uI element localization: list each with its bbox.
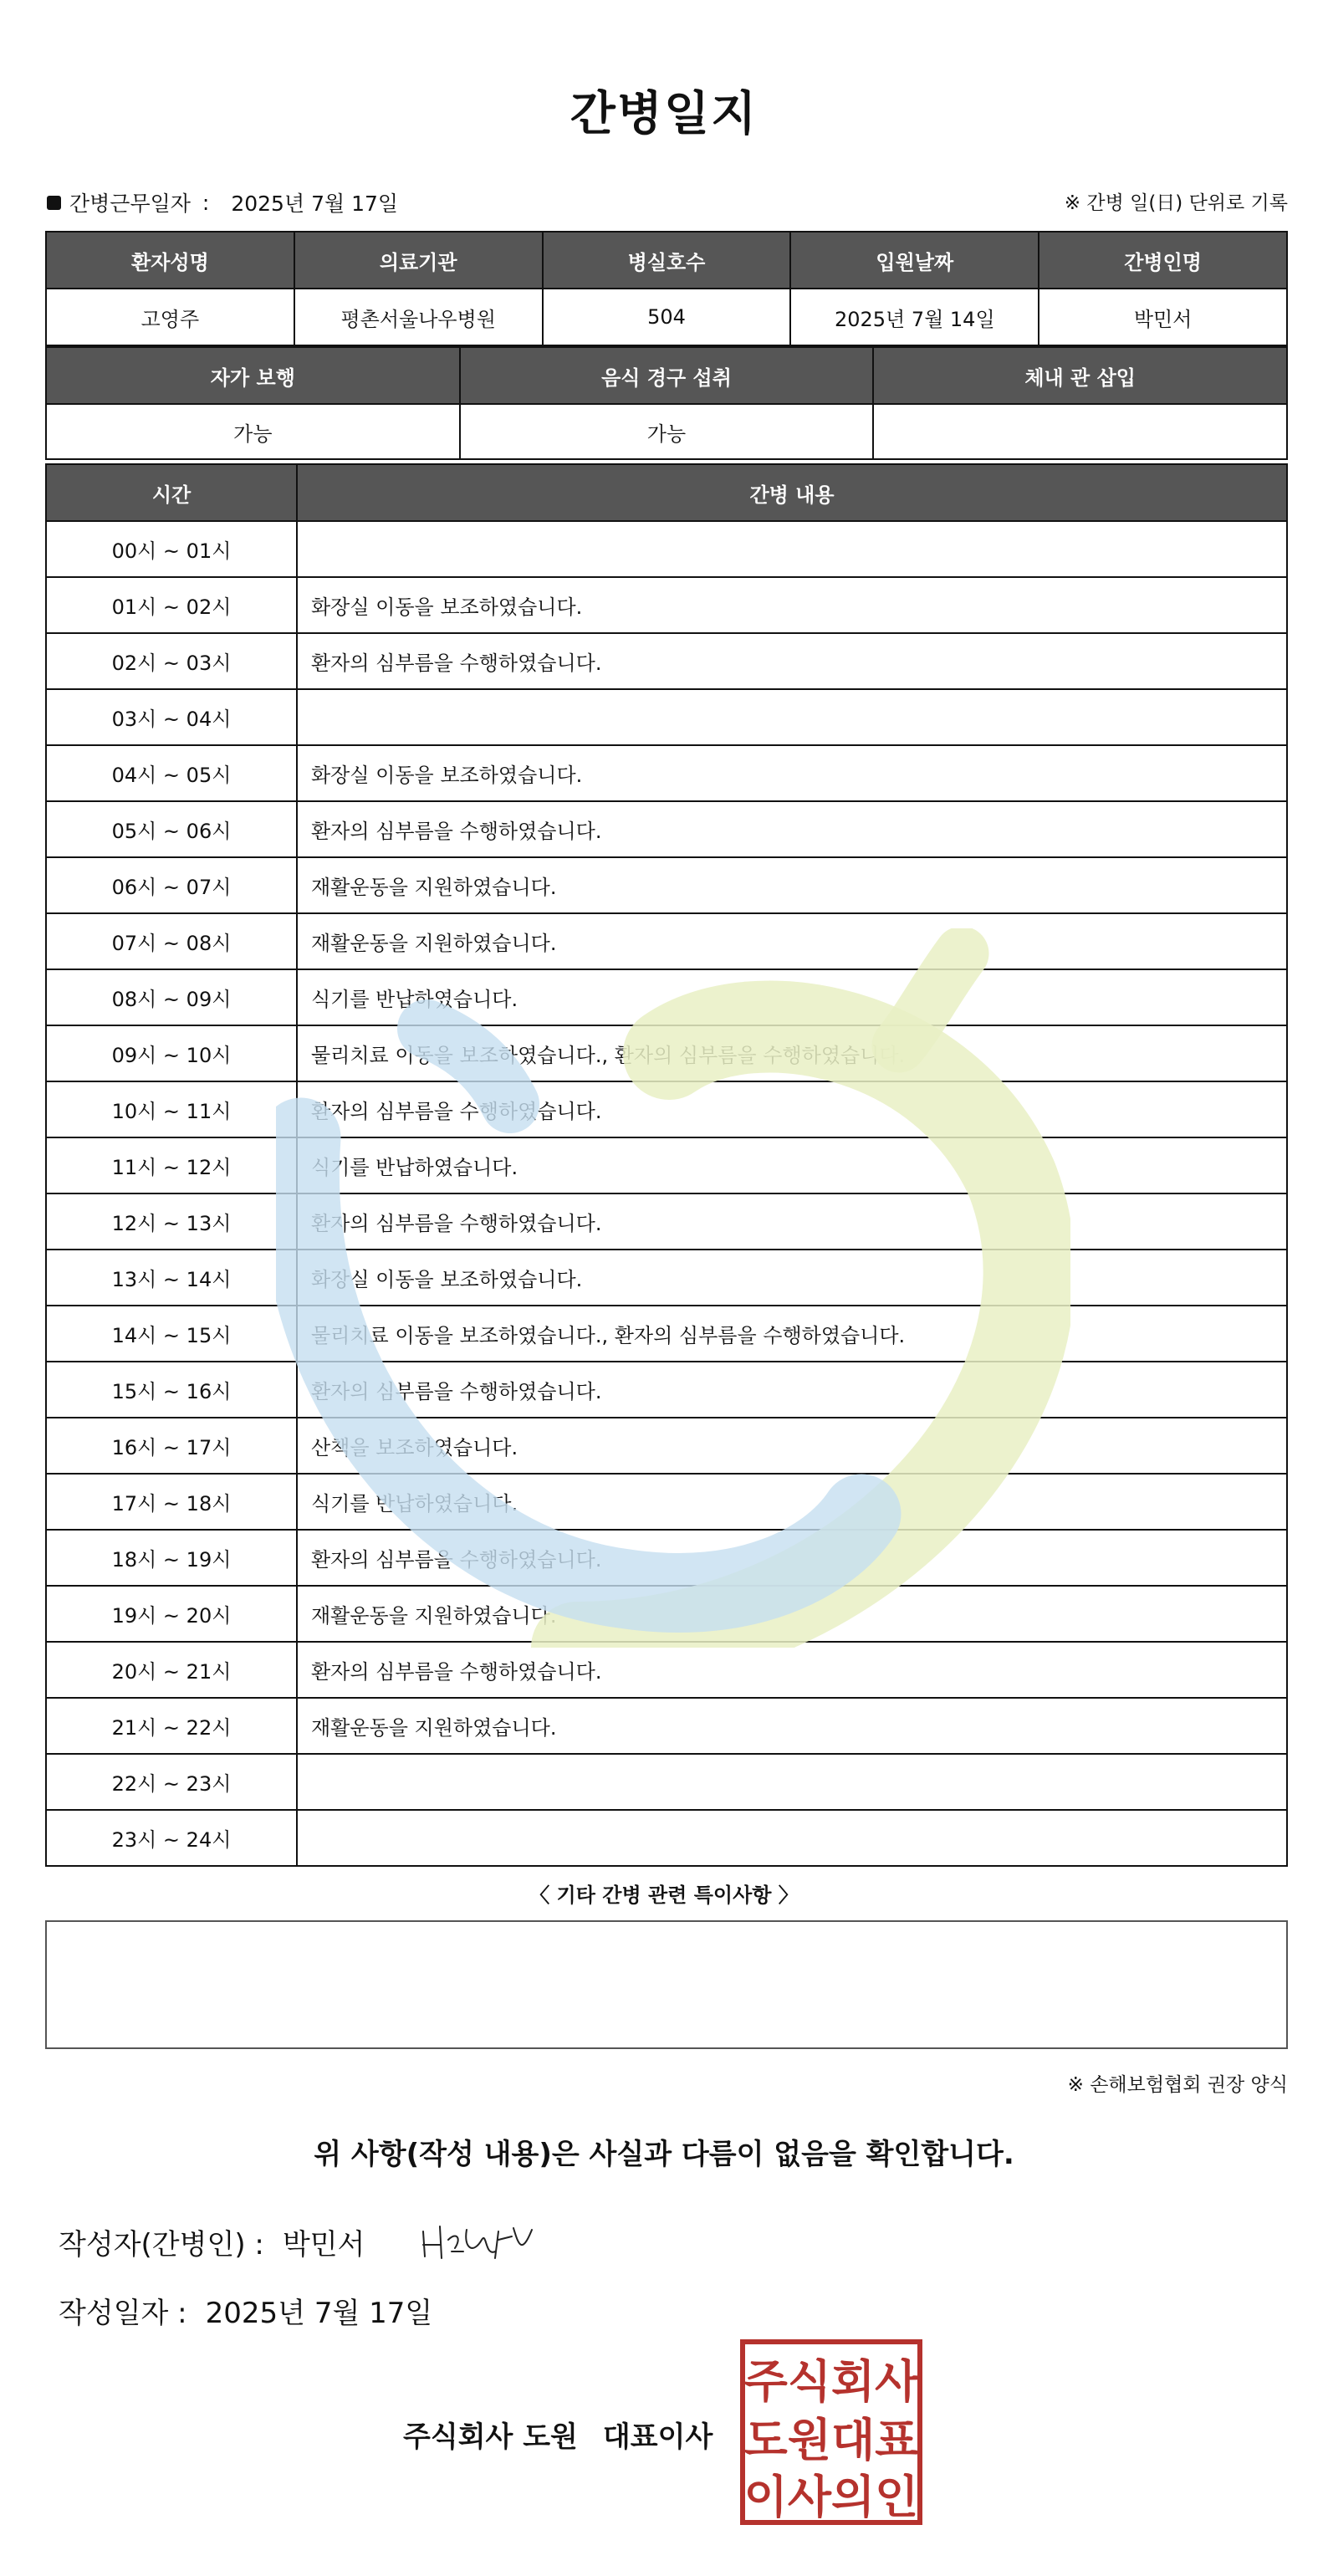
patient-name: 고영주	[46, 289, 294, 345]
header-tube-insertion: 체내 관 삽입	[873, 347, 1287, 404]
care-log-row	[46, 745, 1287, 801]
care-log-content: 재활운동을 지원하였습니다.	[297, 857, 1287, 913]
care-log-time: 04시 ~ 05시	[46, 745, 297, 801]
room-number: 504	[543, 289, 791, 345]
care-log-row	[46, 1193, 1287, 1250]
care-log-body	[46, 521, 1287, 1866]
header-self-walking: 자가 보행	[46, 347, 460, 404]
tube-insertion-value	[873, 404, 1287, 459]
company-ceo-title: 대표이사	[602, 2420, 713, 2454]
care-log-content: 식기를 반납하였습니다.	[297, 1474, 1287, 1530]
writer-name: 박민서	[282, 2228, 365, 2262]
care-log-row	[46, 577, 1287, 633]
care-log-time: 16시 ~ 17시	[46, 1418, 297, 1474]
care-log-time: 05시 ~ 06시	[46, 801, 297, 857]
page-title: 간병일지	[570, 87, 758, 141]
care-log-time: 19시 ~ 20시	[46, 1586, 297, 1642]
care-log-content: 환자의 심부름을 수행하였습니다.	[297, 1362, 1287, 1418]
care-log-content: 화장실 이동을 보조하였습니다.	[297, 1250, 1287, 1306]
care-log-table	[45, 463, 1288, 1867]
care-log-time: 13시 ~ 14시	[46, 1250, 297, 1306]
care-log-row	[46, 1137, 1287, 1193]
special-notes-title: 〈 기타 간병 관련 특이사항 〉	[529, 1883, 799, 1907]
medical-institution: 평촌서울나우병원	[294, 289, 543, 345]
work-date-line	[47, 187, 398, 217]
care-log-row	[46, 1081, 1287, 1137]
company-seal	[739, 2338, 923, 2526]
work-date-value: 2025년 7월 17일	[231, 192, 399, 216]
written-date-value: 2025년 7월 17일	[205, 2297, 433, 2330]
care-log-row	[46, 1530, 1287, 1586]
care-log-content	[297, 1754, 1287, 1810]
seal-text-line-2: 도원대표	[743, 2414, 919, 2466]
care-log-content	[297, 521, 1287, 577]
header-room-number: 병실호수	[543, 232, 791, 289]
care-log-content: 식기를 반납하였습니다.	[297, 969, 1287, 1025]
care-log-row	[46, 913, 1287, 969]
caregiver-name: 박민서	[1039, 289, 1287, 345]
header-oral-intake: 음식 경구 섭취	[460, 347, 874, 404]
care-log-time: 18시 ~ 19시	[46, 1530, 297, 1586]
care-log-time: 21시 ~ 22시	[46, 1698, 297, 1754]
care-log-time: 17시 ~ 18시	[46, 1474, 297, 1530]
care-log-time: 00시 ~ 01시	[46, 521, 297, 577]
oral-intake-value: 가능	[460, 404, 874, 459]
care-log-content: 물리치료 이동을 보조하였습니다., 환자의 심부름을 수행하였습니다.	[297, 1025, 1287, 1081]
care-log-content	[297, 1810, 1287, 1866]
care-log-row	[46, 1418, 1287, 1474]
header-caregiver-name: 간병인명	[1039, 232, 1287, 289]
care-log-time: 14시 ~ 15시	[46, 1306, 297, 1362]
care-log-row	[46, 1306, 1287, 1362]
care-log-content	[297, 689, 1287, 745]
care-log-content: 재활운동을 지원하였습니다.	[297, 1586, 1287, 1642]
admission-date: 2025년 7월 14일	[790, 289, 1039, 345]
special-notes-box	[45, 1920, 1288, 2049]
patient-status-header-row	[46, 347, 1287, 404]
care-log-header-row	[46, 464, 1287, 521]
header-time: 시간	[46, 464, 297, 521]
care-log-content: 재활운동을 지원하였습니다.	[297, 913, 1287, 969]
patient-status-table	[45, 346, 1288, 460]
care-log-row	[46, 521, 1287, 577]
care-log-row	[46, 1810, 1287, 1866]
header-care-content: 간병 내용	[297, 464, 1287, 521]
work-date-label: 간병근무일자	[69, 192, 191, 216]
care-log-content: 환자의 심부름을 수행하였습니다.	[297, 1081, 1287, 1137]
care-log-content: 환자의 심부름을 수행하였습니다.	[297, 633, 1287, 689]
care-log-row	[46, 1362, 1287, 1418]
care-log-row	[46, 1698, 1287, 1754]
care-log-time: 12시 ~ 13시	[46, 1193, 297, 1250]
writer-line	[59, 2221, 365, 2262]
care-log-row	[46, 969, 1287, 1025]
care-log-time: 23시 ~ 24시	[46, 1810, 297, 1866]
care-log-row	[46, 1025, 1287, 1081]
care-log-time: 11시 ~ 12시	[46, 1137, 297, 1193]
care-log-content: 식기를 반납하였습니다.	[297, 1137, 1287, 1193]
care-log-time: 15시 ~ 16시	[46, 1362, 297, 1418]
patient-status-value-row	[46, 404, 1287, 459]
care-log-content: 환자의 심부름을 수행하였습니다.	[297, 801, 1287, 857]
care-log-row	[46, 1474, 1287, 1530]
care-log-row	[46, 1586, 1287, 1642]
written-date-label: 작성일자 :	[59, 2297, 187, 2330]
patient-info-value-row	[46, 289, 1287, 345]
care-log-time: 08시 ~ 09시	[46, 969, 297, 1025]
care-log-time: 22시 ~ 23시	[46, 1754, 297, 1810]
care-log-row	[46, 857, 1287, 913]
patient-info-header-row	[46, 232, 1287, 289]
care-log-time: 01시 ~ 02시	[46, 577, 297, 633]
care-log-time: 07시 ~ 08시	[46, 913, 297, 969]
company-line	[403, 2414, 713, 2455]
care-log-content: 화장실 이동을 보조하였습니다.	[297, 745, 1287, 801]
seal-text-line-1: 주식회사	[743, 2355, 919, 2408]
seal-text-line-3: 이사의인	[743, 2471, 919, 2523]
care-log-time: 06시 ~ 07시	[46, 857, 297, 913]
care-log-row	[46, 689, 1287, 745]
care-log-content: 환자의 심부름을 수행하였습니다.	[297, 1642, 1287, 1698]
self-walking-value: 가능	[46, 404, 460, 459]
square-bullet-icon	[47, 196, 61, 210]
care-log-row	[46, 801, 1287, 857]
handwritten-signature	[415, 2215, 540, 2275]
recommended-form-note: ※ 손해보험협회 권장 양식	[1067, 2074, 1288, 2096]
care-log-row	[46, 1250, 1287, 1306]
care-log-content: 물리치료 이동을 보조하였습니다., 환자의 심부름을 수행하였습니다.	[297, 1306, 1287, 1362]
care-log-row	[46, 1754, 1287, 1810]
unit-note: ※ 간병 일(日) 단위로 기록	[1064, 192, 1288, 214]
patient-info-table	[45, 231, 1288, 346]
header-medical-institution: 의료기관	[294, 232, 543, 289]
care-log-content: 재활운동을 지원하였습니다.	[297, 1698, 1287, 1754]
care-log-row	[46, 633, 1287, 689]
care-log-time: 09시 ~ 10시	[46, 1025, 297, 1081]
confirmation-statement: 위 사항(작성 내용)은 사실과 다름이 없음을 확인합니다.	[314, 2138, 1014, 2171]
care-log-time: 02시 ~ 03시	[46, 633, 297, 689]
care-log-time: 20시 ~ 21시	[46, 1642, 297, 1698]
care-log-content: 환자의 심부름을 수행하였습니다.	[297, 1530, 1287, 1586]
care-log-content: 화장실 이동을 보조하였습니다.	[297, 577, 1287, 633]
writer-label: 작성자(간병인) :	[59, 2228, 264, 2262]
care-log-time: 03시 ~ 04시	[46, 689, 297, 745]
care-log-time: 10시 ~ 11시	[46, 1081, 297, 1137]
company-name: 주식회사 도원	[403, 2420, 578, 2454]
care-log-content: 환자의 심부름을 수행하였습니다.	[297, 1193, 1287, 1250]
work-date-separator: :	[202, 190, 210, 215]
header-patient-name: 환자성명	[46, 232, 294, 289]
header-admission-date: 입원날짜	[790, 232, 1039, 289]
care-log-row	[46, 1642, 1287, 1698]
written-date-line	[59, 2290, 432, 2331]
care-log-content: 산책을 보조하였습니다.	[297, 1418, 1287, 1474]
